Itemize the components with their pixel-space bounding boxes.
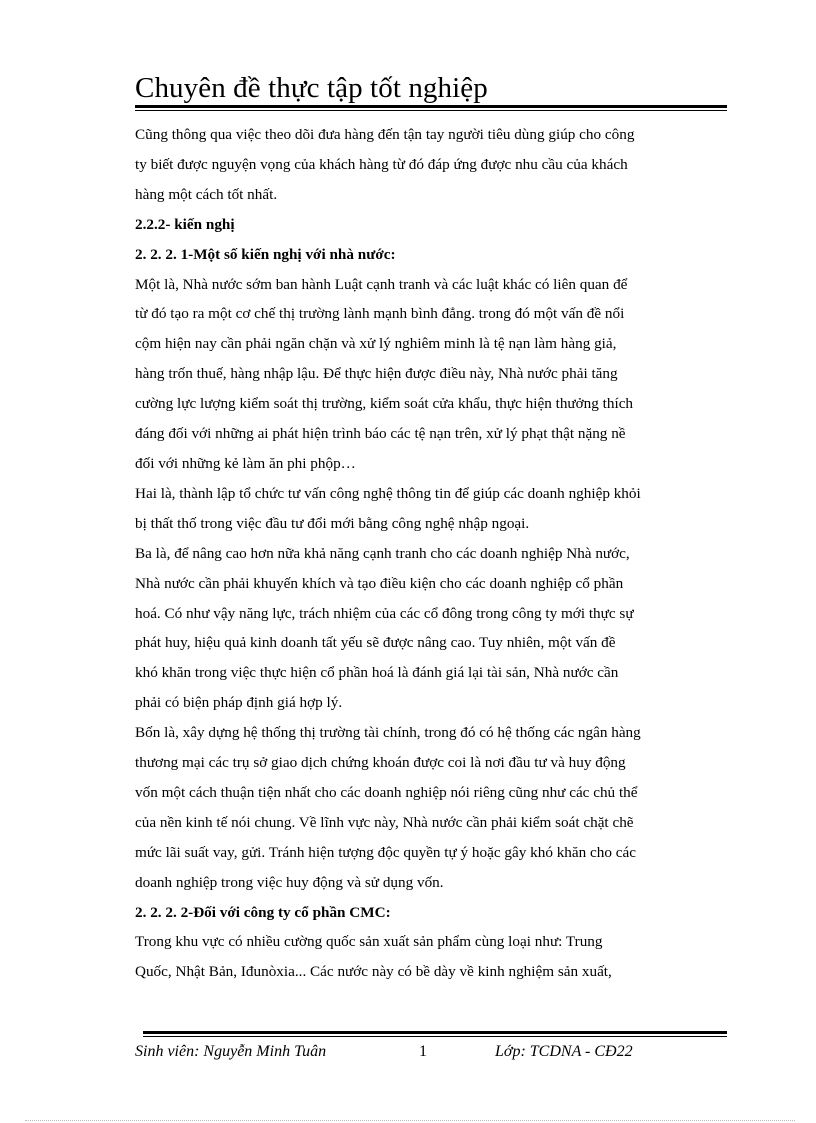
page-footer [135,1041,735,1063]
body-line: cường lực lượng kiểm soát thị trường, kiểm soát cửa khẩu, thực hiện thưởng thích [135,395,634,413]
body-line: Nhà nước cần phải khuyến khích và tạo điều kiện cho các doanh nghiệp cổ phần [135,574,624,592]
body-line: Một là, Nhà nước sớm ban hành Luật cạnh tranh và các luật khác có liên quan để [135,275,628,293]
body-line: khó khăn trong việc thực hiện cổ phần hoá là đánh giá lại tài sản, Nhà nước cần [135,664,619,682]
page-number: 1 [419,1043,427,1060]
section-heading: 2.2.2- kiến nghị [135,215,235,233]
footer-class-label: Lớp: TCDNA - CĐ22 [495,1043,633,1060]
body-line: đáng đối với những ai phát hiện trình báo các tệ nạn trên, xử lý phạt thật nặng nề [135,425,626,443]
body-line: bị thất thố trong việc đầu tư đổi mới bằng công nghệ nhập ngoại. [135,514,530,532]
body-line: Hai là, thành lập tổ chức tư vấn công nghệ thông tin để giúp các doanh nghiệp khỏi [135,484,641,502]
section-heading: 2. 2. 2. 1-Một số kiến nghị với nhà nước: [135,245,396,263]
body-line: Quốc, Nhật Bản, Iđunòxia... Các nước này có bề dày về kinh nghiệm sản xuất, [135,963,612,981]
body-line: đối với những kẻ làm ăn phi phộp… [135,454,356,472]
document-body [135,120,735,987]
body-line: của nền kinh tế nói chung. Về lĩnh vực này, Nhà nước cần phải kiểm soát chặt chẽ [135,813,634,831]
header-divider [135,105,727,111]
footer-divider [143,1031,727,1037]
page-bottom-edge [25,1120,795,1121]
body-line: ty biết được nguyện vọng của khách hàng từ đó đáp ứng được nhu cầu của khách [135,155,628,173]
body-line: Bốn là, xây dựng hệ thống thị trường tài chính, trong đó có hệ thống các ngân hàng [135,724,641,742]
body-line: cộm hiện nay cần phải ngăn chặn và xử lý nghiêm minh là tệ nạn làm hàng giả, [135,335,617,353]
body-line: hàng trốn thuế, hàng nhập lậu. Để thực hiện được điều này, Nhà nước phải tăng [135,365,618,383]
body-line: Ba là, để nâng cao hơn nữa khả năng cạnh tranh cho các doanh nghiệp Nhà nước, [135,544,630,562]
body-line: mức lãi suất vay, gửi. Tránh hiện tượng độc quyền tự ý hoặc gây khó khăn cho các [135,843,636,861]
body-line: vốn một cách thuận tiện nhất cho các doanh nghiệp nói riêng cũng như các chủ thể [135,783,638,801]
body-line: doanh nghiệp trong việc huy động và sử dụng vốn. [135,873,444,891]
body-line: Cũng thông qua việc theo dõi đưa hàng đến tận tay người tiêu dùng giúp cho công [135,126,635,143]
body-line: hoá. Có như vậy năng lực, trách nhiệm của các cổ đông trong công ty mới thực sự [135,604,634,622]
body-line: hàng một cách tốt nhất. [135,185,278,203]
body-line: thương mại các trụ sở giao dịch chứng khoán được coi là nơi đầu tư và huy động [135,754,626,772]
body-line: phát huy, hiệu quả kinh doanh tất yếu sẽ được nâng cao. Tuy nhiên, một vấn đề [135,634,616,652]
body-line: phải có biện pháp định giá hợp lý. [135,694,343,712]
section-heading: 2. 2. 2. 2-Đối với công ty cổ phần CMC: [135,903,391,921]
page-header-title: Chuyên đề thực tập tốt nghiệp [135,72,488,104]
footer-student-name: Sinh viên: Nguyễn Minh Tuân [135,1043,327,1060]
body-line: từ đó tạo ra một cơ chế thị trường lành mạnh bình đẳng. trong đó một vấn đề nổi [135,305,625,323]
body-line: Trong khu vực có nhiều cường quốc sản xuất sản phẩm cùng loại như: Trung [135,933,603,951]
